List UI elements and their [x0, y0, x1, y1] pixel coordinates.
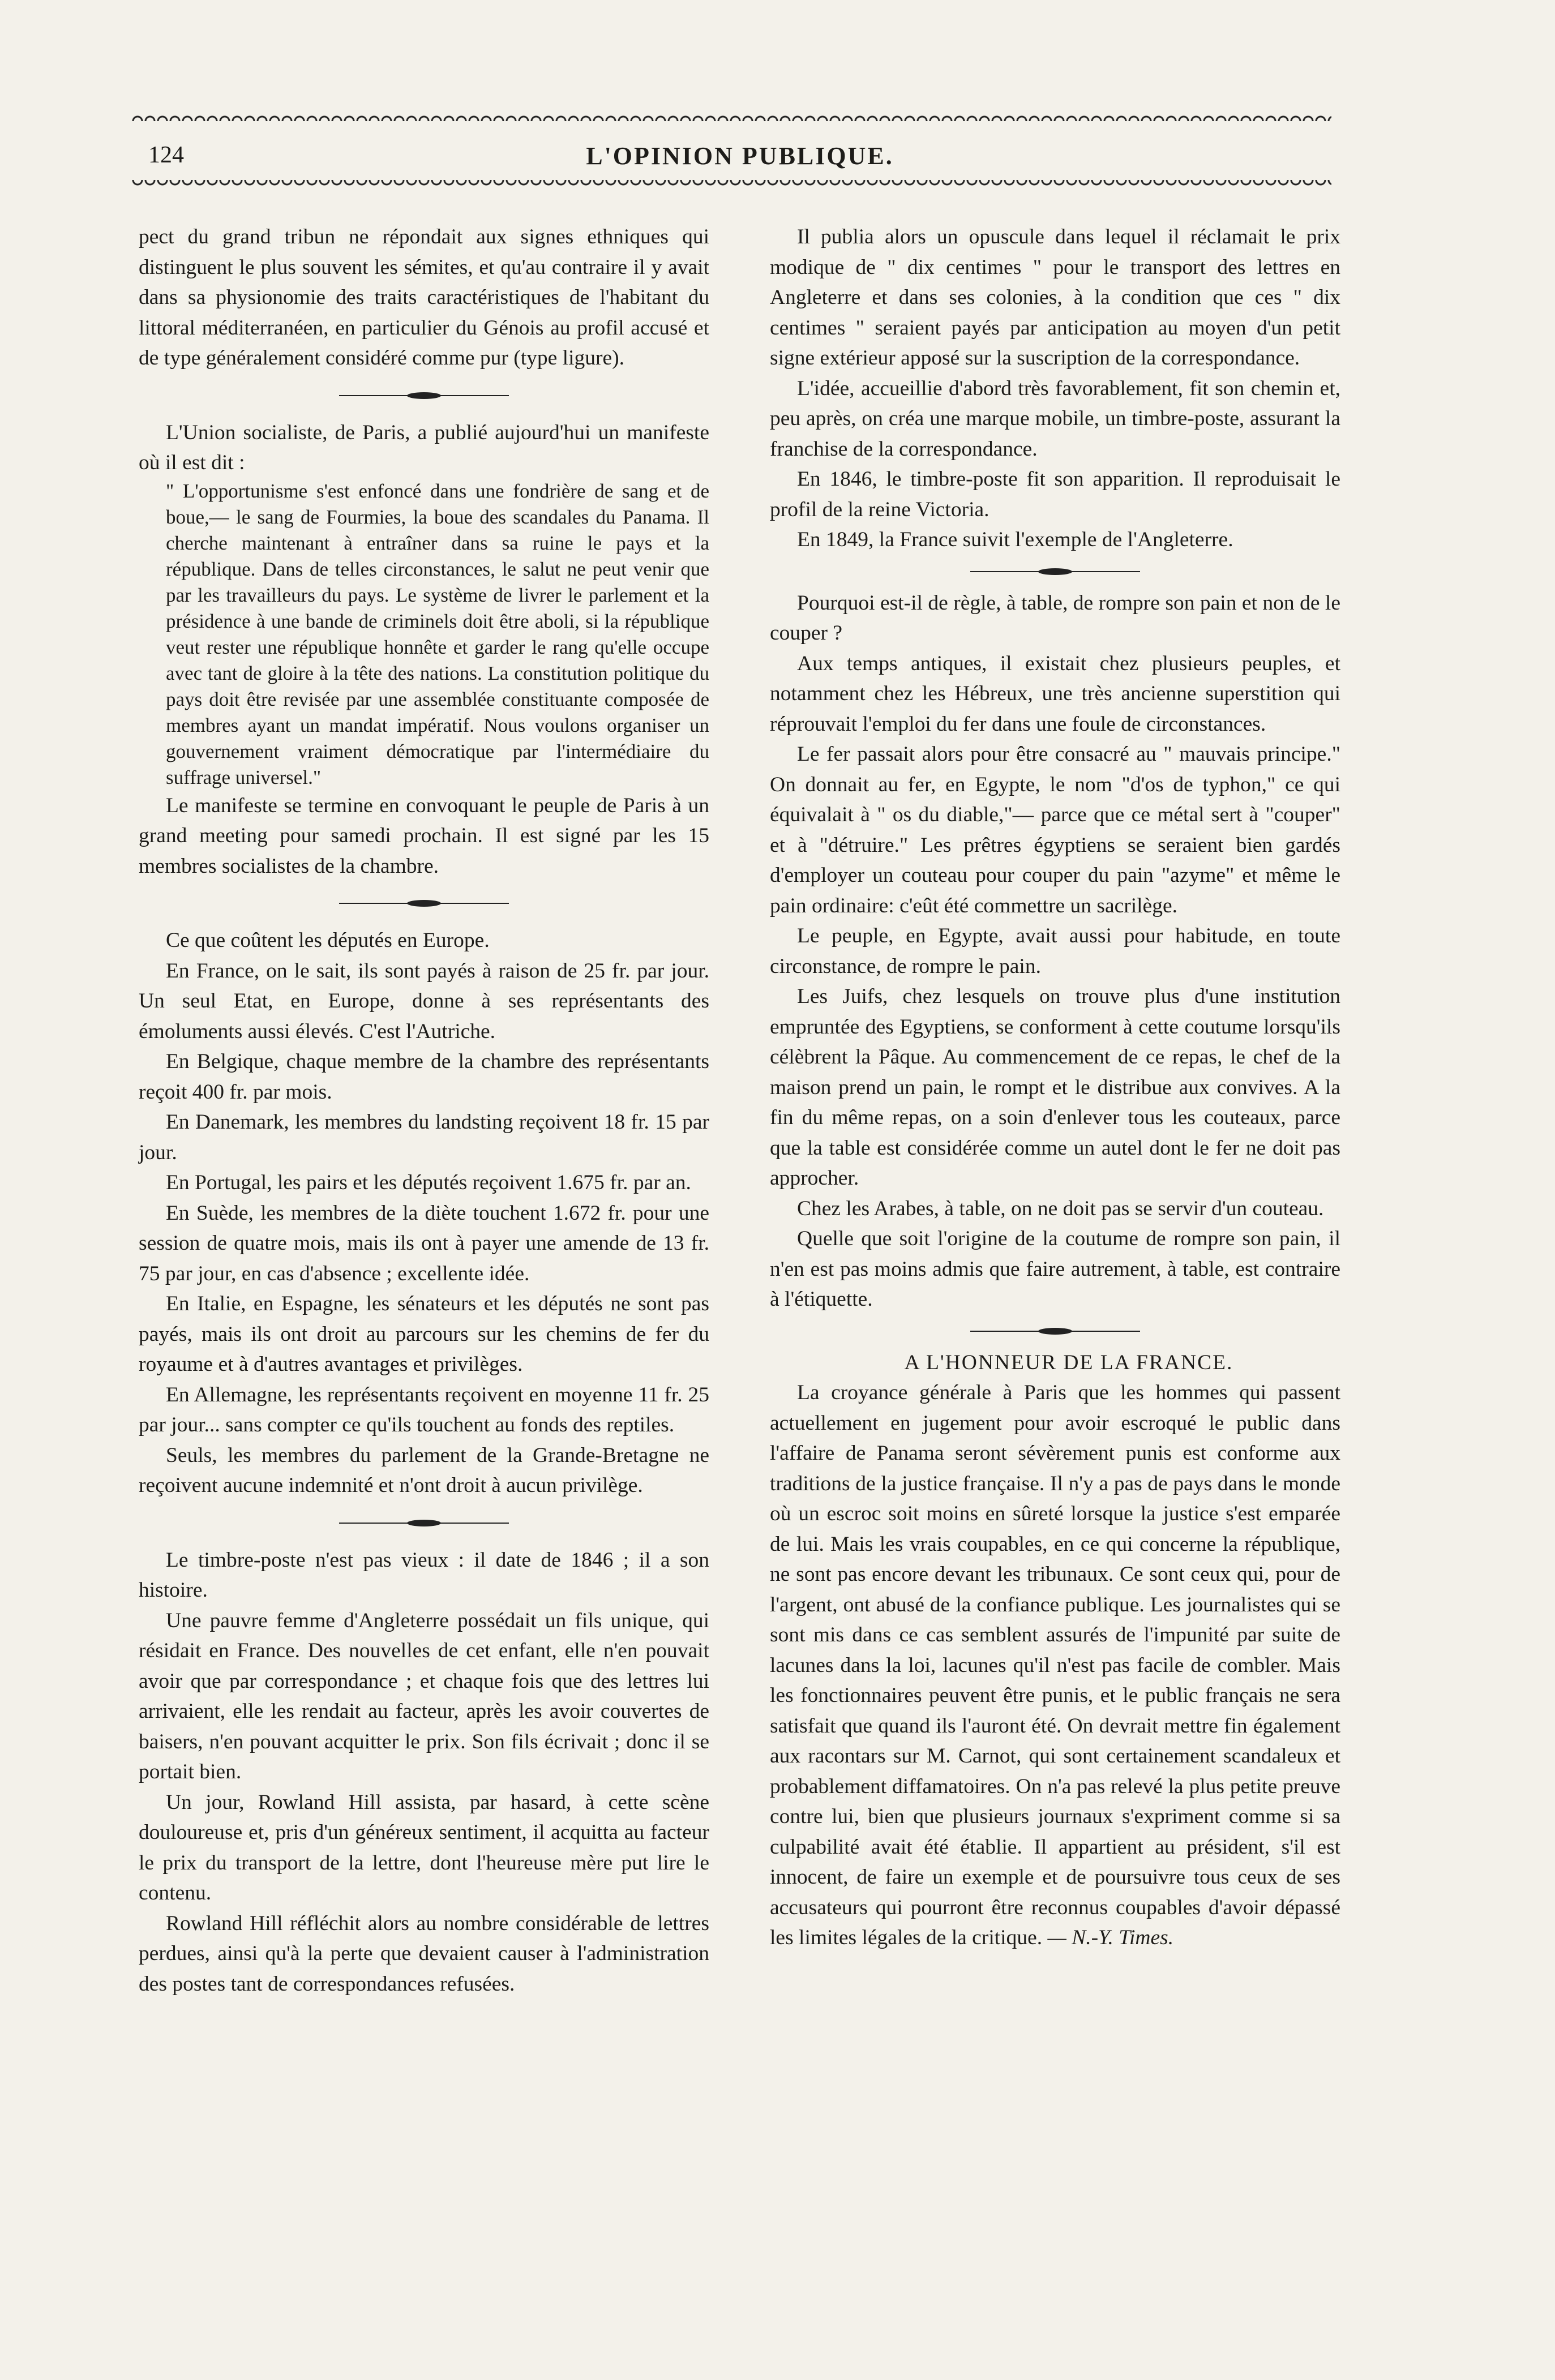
article-paragraph: En France, on le sait, ils sont payés à raison de 25 fr. par jour. Un seul Etat, en Europe, donne à ses représentants des émoluments aussi élevés. C'est l'Autriche. [139, 959, 709, 1043]
article-paragraph: En 1849, la France suivit l'exemple de l'Angleterre. [797, 528, 1233, 551]
article-paragraph: En 1846, le timbre-poste fit son apparition. Il reproduisait le profil de la reine Victoria. [770, 468, 1340, 521]
article-paragraph: En Portugal, les pairs et les députés reçoivent 1.675 fr. par an. [166, 1171, 691, 1194]
article-paragraph: Ce que coûtent les députés en Europe. [166, 929, 490, 952]
article-paragraph: Aux temps antiques, il existait chez plusieurs peuples, et notamment chez les Hébreux, une très ancienne superstition qui réprouvait l'emploi du fer dans une foule de circonstances. [770, 651, 1340, 736]
article-paragraph: En Italie, en Espagne, les sénateurs et les députés ne sont pas payés, mais ils ont droit au parcours sur les chemins de fer du royaume et à d'autres avantages et privilèges. [139, 1292, 709, 1376]
article-paragraph: Le timbre-poste n'est pas vieux : il date de 1846 ; il a son histoire. [139, 1548, 709, 1602]
article-paragraph: En Suède, les membres de la diète touchent 1.672 fr. pour une session de quatre mois, mais ils ont à payer une amende de 13 fr. 75 par jour, en cas d'absence ; excellente idée. [139, 1201, 709, 1285]
article-paragraph: Rowland Hill réfléchit alors au nombre considérable de lettres perdues, ainsi qu'à la perte que devaient causer à l'administration des postes tant de correspondances refusées. [139, 1911, 709, 1996]
article-paragraph: En Danemark, les membres du landsting reçoivent 18 fr. 15 par jour. [139, 1110, 709, 1164]
left-column [139, 222, 709, 1999]
section-separator [770, 555, 1340, 588]
section-separator [139, 881, 709, 925]
article-paragraph: En Allemagne, les représentants reçoivent en moyenne 11 fr. 25 par jour... sans compter ce qu'ils touchent au fonds des reptiles. [139, 1383, 709, 1436]
section-separator [139, 1501, 709, 1545]
article-paragraph: Chez les Arabes, à table, on ne doit pas se servir d'un couteau. [797, 1197, 1324, 1220]
section-heading: A L'HONNEUR DE LA FRANCE. [904, 1350, 1233, 1374]
page-number: 124 [148, 142, 184, 168]
right-column [770, 222, 1340, 1953]
article-paragraph: L'Union socialiste, de Paris, a publié aujourd'hui un manifeste où il est dit : [139, 421, 709, 474]
article-paragraph: pect du grand tribun ne répondait aux signes ethniques qui distinguent le plus souvent les sémites, et qu'au contraire il y avait dans sa physionomie des traits caractéristiques de l'habitant du littoral méditerranéen, en particulier du Génois au profil accusé et de type généralement considéré comme pur (type ligure). [139, 225, 709, 370]
article-paragraph: Le fer passait alors pour être consacré au " mauvais principe." On donnait au fer, en Egypte, le nom "d'os de typhon," ce qui équivalait à " os du diable,"— parce que ce métal sert à "couper" et à "détruire." Les prêtres égyptiens se seraient bien gardés d'employer un couteau pour couper du pain "azyme" et même le pain ordinaire: c'eût été commettre un sacrilège. [770, 743, 1340, 917]
article-paragraph: Quelle que soit l'origine de la coutume de rompre son pain, il n'en est pas moins admis que faire autrement, à table, est contraire à l'étiquette. [770, 1227, 1340, 1311]
article-paragraph: Seuls, les membres du parlement de la Grande-Bretagne ne reçoivent aucune indemnité et n'ont droit à aucun privilège. [139, 1443, 709, 1497]
article-paragraph: En Belgique, chaque membre de la chambre des représentants reçoit 400 fr. par mois. [139, 1050, 709, 1104]
article-paragraph: L'idée, accueillie d'abord très favorablement, fit son chemin et, peu après, on créa une marque mobile, un timbre-poste, assurant la franchise de la correspondance. [770, 376, 1340, 461]
article-paragraph: Le peuple, en Egypte, avait aussi pour habitude, en toute circonstance, de rompre le pain. [770, 924, 1340, 978]
header-top-rule [131, 113, 1331, 121]
article-paragraph: Les Juifs, chez lesquels on trouve plus d'une institution empruntée des Egyptiens, se conforment à cette coutume lorsqu'ils célèbrent la Pâque. Au commencement de ce repas, le chef de la maison prend un pain, le rompt et le distribue aux convives. A la fin du même repas, on a soin d'enlever tous les couteaux, parce que la table est considérée comme un autel dont le fer ne doit pas approcher. [770, 985, 1340, 1190]
journal-title: L'OPINION PUBLIQUE. [586, 142, 894, 170]
section-separator [139, 374, 709, 418]
article-paragraph [770, 1378, 1340, 1953]
article-paragraph: Le manifeste se termine en convoquant le peuple de Paris à un grand meeting pour samedi prochain. Il est signé par les 15 membres socialistes de la chambre. [139, 794, 709, 878]
section-separator [770, 1315, 1340, 1348]
page-header [148, 141, 1331, 173]
article-paragraph: Une pauvre femme d'Angleterre possédait un fils unique, qui résidait en France. Des nouvelles de cet enfant, elle n'en pouvait avoir que par correspondance ; et chaque fois que des lettres lui arrivaient, elle les rendait au facteur, après les avoir couvertes de baisers, n'en pouvant acquitter le prix. Son fils écrivait ; donc il se portait bien. [139, 1609, 709, 1783]
article-paragraph: Pourquoi est-il de règle, à table, de rompre son pain et non de le couper ? [770, 591, 1340, 645]
header-bottom-rule [131, 180, 1331, 188]
manifesto-quote: " L'opportunisme s'est enfoncé dans une fondrière de sang et de boue,— le sang de Fourmies, la boue des scandales du Panama. Il cherche maintenant à entraîner dans sa ruine le pays et la république. Dans de telles circonstances, le salut ne peut venir que par les travailleurs du pays. Le système de livrer le parlement et la présidence à une bande de criminels doit être aboli, si la république veut rester une république honnête et garder le rang qu'elle occupe avec tant de gloire à la tête des nations. La constitution politique du pays doit être revisée par une assemblée constituante composée de membres ayant un mandat impératif. Nous voulons organiser un gouvernement vraiment démocratique par l'intermédiaire du suffrage universel." [166, 479, 709, 788]
article-text: La croyance générale à Paris que les hommes qui passent actuellement en jugement pour avoir escroqué le public dans l'affaire de Panama seront sévèrement punis est conforme aux traditions de la justice française. Il n'y a pas de pays dans le monde où un escroc soit moins en sûreté lorsque la justice s'est emparée de lui. Mais les vrais coupables, en ce qui concerne la république, ne sont pas encore devant les tribunaux. Ce sont ceux qui, pour de l'argent, ont abusé de la confiance publique. Les journalistes qui se sont mis dans ce cas semblent assurés de l'impunité par suite de lacunes dans la loi, lacunes qu'il n'est pas facile de combler. Mais les fonctionnaires peuvent être punis, et le public français ne sera satisfait que quand ils l'auront été. On devrait mettre fin également aux racontars sur M. Carnot, qui sont certainement scandaleux et probablement diffamatoires. On n'a pas relevé la plus petite preuve contre lui, bien que plusieurs journaux s'expriment comme si sa culpabilité avait été établie. Il appartient au président, s'il est innocent, de faire un exemple et de poursuivre tous ceux de ses accusateurs qui pourront être reconnus coupables d'avoir dépassé les limites légales de la critique. [770, 1381, 1340, 1949]
article-paragraph: Il publia alors un opuscule dans lequel il réclamait le prix modique de " dix centimes " pour le transport des lettres en Angleterre et dans ses colonies, à la condition que ces " dix centimes " seraient payés par anticipation au moyen d'un petit signe extérieur apposé sur la suscription de la correspondance. [770, 225, 1340, 370]
source-signature: — N.-Y. Times. [1047, 1926, 1174, 1949]
article-paragraph: Un jour, Rowland Hill assista, par hasard, à cette scène douloureuse et, pris d'un généreux sentiment, il acquitta au facteur le prix du transport de la lettre, dont l'heureuse mère put lire le contenu. [139, 1790, 709, 1905]
